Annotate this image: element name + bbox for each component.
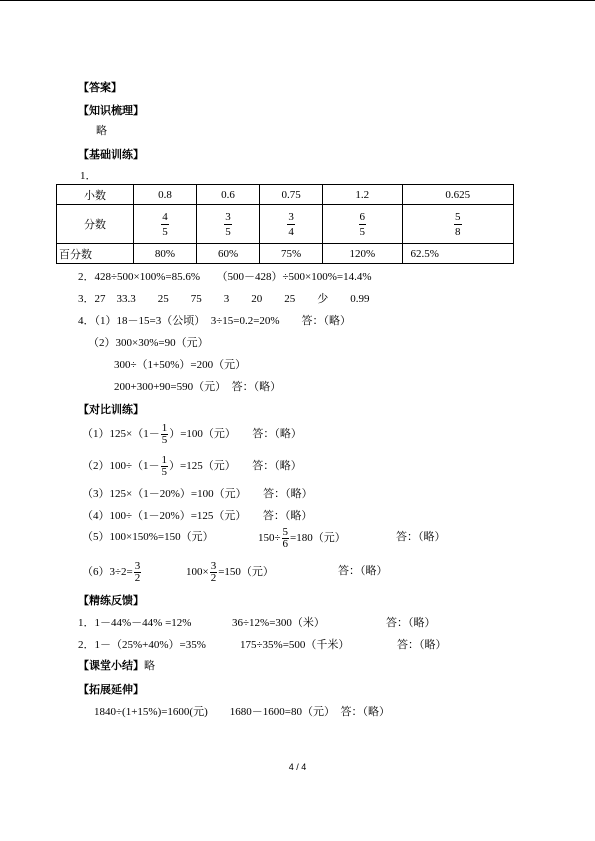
- table-row-decimal: [57, 185, 514, 205]
- numerator: 6: [359, 210, 366, 223]
- expr-text: ）=125（元） 答：（略）: [169, 460, 302, 472]
- denominator: 5: [161, 433, 168, 446]
- contrast-line-6b: [186, 556, 274, 588]
- table-cell: [197, 205, 260, 244]
- fraction: [282, 527, 290, 550]
- contrast-line-4: （4）100÷（1－20%）=125（元） 答：（略）: [82, 510, 313, 522]
- fraction: [454, 210, 462, 239]
- fraction: [161, 210, 169, 239]
- numerator: 3: [225, 210, 231, 223]
- denominator: 8: [455, 225, 461, 238]
- contrast-line-5a: （5）100×150%=150（元）: [82, 531, 214, 543]
- denominator: 2: [134, 571, 141, 584]
- table-cell: 62.5%: [402, 244, 513, 264]
- feedback-line-2b: 175÷35%=500（千米）: [240, 639, 350, 651]
- row-label-decimal: 小数: [57, 185, 134, 205]
- row-label-fraction: 分数: [57, 205, 134, 244]
- table-cell: 0.8: [134, 185, 197, 205]
- numerator: 4: [162, 210, 168, 223]
- table-cell: [402, 205, 513, 244]
- basic-q2: 2．428÷500×100%=85.6% （500－428）÷500×100%=14.4%: [78, 271, 372, 283]
- feedback-line-1a: 1．1－44%－44% =12%: [78, 617, 192, 629]
- table-cell: 80%: [134, 244, 197, 264]
- page-number: 4 / 4: [288, 762, 307, 772]
- denominator: 6: [282, 537, 289, 550]
- basic-q3: 3．27 33.3 25 75 3 20 25 少 0.99: [78, 293, 370, 305]
- numerator: 5: [455, 210, 461, 223]
- feedback-line-1b: 36÷12%=300（米）: [232, 617, 325, 629]
- contrast-line-6-answer: 答：（略）: [338, 565, 388, 577]
- denominator: 5: [161, 465, 168, 478]
- expr-text: （2）100÷（1－: [82, 460, 160, 472]
- feedback-line-1-answer: 答：（略）: [386, 617, 436, 629]
- header-rule: [0, 0, 595, 1]
- feedback-heading: 【精练反馈】: [78, 594, 144, 607]
- summary-body: 略: [144, 660, 155, 672]
- fraction: [287, 210, 295, 239]
- basic-q1-label: 1．: [80, 170, 97, 182]
- conversion-table: [56, 184, 514, 264]
- contrast-heading: 【对比训练】: [78, 403, 144, 416]
- denominator: 5: [359, 225, 366, 238]
- denominator: 4: [288, 225, 294, 238]
- numerator: 1: [161, 453, 168, 466]
- expr-text: =180（元）: [290, 532, 346, 544]
- table-row-fraction: [57, 205, 514, 244]
- basic-q4-2a: （2）300×30%=90（元）: [88, 337, 209, 349]
- fraction: [134, 561, 142, 584]
- basic-heading: 【基础训练】: [78, 148, 144, 161]
- table-cell: 0.6: [197, 185, 260, 205]
- extend-line: 1840÷(1+15%)=1600(元) 1680－1600=80（元） 答：（略）: [94, 706, 390, 718]
- denominator: 5: [225, 225, 231, 238]
- table-cell: 0.75: [260, 185, 323, 205]
- contrast-line-3: （3）125×（1－20%）=100（元） 答：（略）: [82, 488, 313, 500]
- table-cell: [134, 205, 197, 244]
- table-cell: 1.2: [323, 185, 402, 205]
- numerator: 5: [282, 525, 289, 538]
- summary-heading: 【课堂小结】: [78, 659, 144, 672]
- fraction: [210, 561, 218, 584]
- fraction: [161, 455, 169, 478]
- answer-heading: 【答案】: [78, 81, 122, 94]
- contrast-line-1: [82, 418, 302, 450]
- numerator: 3: [134, 559, 141, 572]
- table-cell: 0.625: [402, 185, 513, 205]
- table-cell: [260, 205, 323, 244]
- contrast-line-5-answer: 答：（略）: [396, 531, 446, 543]
- contrast-line-6a: [82, 556, 142, 588]
- expr-text: =150（元）: [218, 566, 274, 578]
- table-cell: 120%: [323, 244, 402, 264]
- expr-text: （1）125×（1－: [82, 428, 160, 440]
- numerator: 3: [210, 559, 217, 572]
- table-cell: 75%: [260, 244, 323, 264]
- fraction: [224, 210, 232, 239]
- denominator: 2: [210, 571, 217, 584]
- summary-line: [78, 659, 155, 673]
- basic-q4-2c: 200+300+90=590（元） 答：（略）: [114, 381, 282, 393]
- knowledge-body: 略: [96, 125, 107, 137]
- denominator: 5: [162, 225, 168, 238]
- feedback-line-2a: 2．1－（25%+40%）=35%: [78, 639, 206, 651]
- fraction: [359, 210, 367, 239]
- basic-q4-1: 4．（1）18－15=3（公顷） 3÷15=0.2=20% 答：（略）: [78, 315, 352, 327]
- feedback-line-2-answer: 答：（略）: [397, 639, 447, 651]
- numerator: 3: [288, 210, 294, 223]
- table-cell: 60%: [197, 244, 260, 264]
- numerator: 1: [161, 421, 168, 434]
- expr-text: 150÷: [258, 532, 281, 544]
- expr-text: ）=100（元） 答：（略）: [169, 428, 302, 440]
- table-cell: [323, 205, 402, 244]
- expr-text: （6）3÷2=: [82, 566, 133, 578]
- expr-text: 100×: [186, 566, 209, 578]
- basic-q4-2b: 300÷（1+50%）=200（元）: [114, 359, 247, 371]
- knowledge-heading: 【知识梳理】: [78, 104, 144, 117]
- row-label-percent: 百分数: [57, 244, 134, 264]
- table-row-percent: [57, 244, 514, 264]
- extend-heading: 【拓展延伸】: [78, 683, 144, 696]
- contrast-line-2: [82, 450, 302, 482]
- contrast-line-5b: [258, 522, 346, 554]
- fraction: [161, 423, 169, 446]
